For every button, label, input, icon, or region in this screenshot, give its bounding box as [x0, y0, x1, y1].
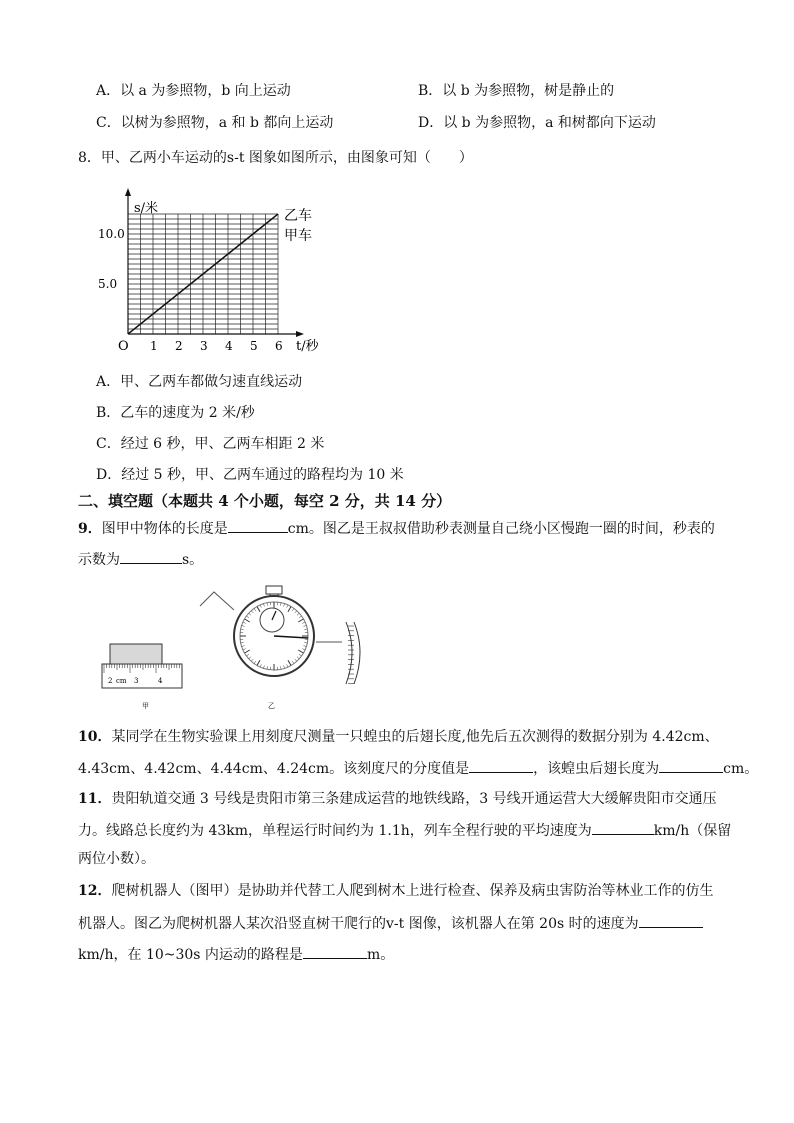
- origin-label: O: [118, 339, 129, 354]
- q7-option-c: C．以树为参照物，a 和 b 都向上运动: [96, 115, 334, 131]
- measured-block: [110, 644, 162, 664]
- q11-line-2: [78, 820, 731, 841]
- q9-line-2: [78, 549, 203, 570]
- q10-blank-1[interactable]: [469, 758, 533, 773]
- ruler-unit: cm: [116, 677, 127, 685]
- q10-line-2: [78, 758, 758, 779]
- q12-line-1: [78, 881, 713, 901]
- q8-stem: 8．甲、乙两小车运动的s-t 图象如图所示，由图象可知（ ）: [78, 150, 473, 166]
- q10-text-a: 某同学在生物实验课上用刻度尺测量一只蝗虫的后翅长度,他先后五次测得的数据分别为 4.42cm、: [111, 729, 719, 745]
- q9-text-b: cm。图乙是王叔叔借助秒表测量自己绕小区慢跑一圈的时间，秒表的: [287, 521, 715, 537]
- y-axis-label: s/米: [134, 201, 159, 216]
- q11-text-b: 力。线路总长度约为 43km，单程运行时间约为 1.1h，列车全程行驶的平均速度为: [78, 823, 592, 839]
- y-tick-label: 5.0: [98, 277, 118, 291]
- q11-text-c: km/h（保留: [653, 823, 732, 839]
- ruler-tick-3: 3: [134, 677, 139, 685]
- x-axis-label: t/秒: [296, 339, 319, 354]
- stopwatch-crown: [266, 586, 282, 594]
- q12-blank-1[interactable]: [639, 913, 703, 928]
- q10-blank-2[interactable]: [659, 758, 723, 773]
- ruler-tick-2: 2: [108, 677, 113, 685]
- q12-text-b: 机器人。图乙为爬树机器人某次沿竖直树干爬行的v-t 图像，该机器人在第 20s 时的速度为: [78, 916, 639, 932]
- q12-line-3: [78, 944, 394, 965]
- q8-option-c: C．经过 6 秒，甲、乙两车相距 2 米: [96, 436, 325, 452]
- label-jia: 甲: [142, 702, 149, 710]
- q11-line-3: 两位小数）。: [78, 851, 155, 867]
- stopwatch-zoom-corner: [200, 592, 234, 610]
- q11-number: 11．: [78, 791, 112, 807]
- y-axis-arrow: [125, 188, 131, 196]
- st-graph: [96, 188, 336, 360]
- x-tick-label: 4: [225, 339, 233, 353]
- q7-option-a: A．以 a 为参照物，b 向上运动: [96, 83, 291, 99]
- q11-blank-1[interactable]: [592, 820, 654, 835]
- q12-blank-2[interactable]: [303, 944, 367, 959]
- stopwatch-figure: [200, 586, 360, 710]
- x-tick-label: 6: [275, 339, 283, 353]
- q9-text-c: 示数为: [78, 552, 120, 568]
- q9-text-a: 图甲中物体的长度是: [101, 521, 228, 537]
- q9-number: 9．: [78, 521, 102, 537]
- q12-number: 12．: [78, 883, 112, 899]
- label-yi: 乙: [268, 702, 275, 710]
- section-2-title: 二、填空题（本题共 4 个小题，每空 2 分，共 14 分）: [78, 492, 452, 510]
- x-tick-label: 2: [175, 339, 183, 353]
- q8-option-a: A．甲、乙两车都做匀速直线运动: [96, 374, 303, 390]
- q10-line-1: [78, 727, 719, 747]
- q9-line-1: [78, 518, 715, 539]
- q8-option-b: B．乙车的速度为 2 米/秒: [96, 405, 255, 421]
- q7-option-b: B．以 b 为参照物，树是静止的: [418, 83, 615, 99]
- x-tick-label: 1: [150, 339, 158, 353]
- q9-blank-1[interactable]: [228, 518, 288, 533]
- q11-line-1: [78, 789, 717, 809]
- legend-yi: 乙车: [284, 208, 312, 224]
- ruler-tick-4: 4: [158, 677, 163, 685]
- q9-figure: [96, 580, 376, 712]
- zoom-scale-arc: [346, 622, 352, 684]
- ruler-body: [102, 664, 182, 688]
- q10-text-d: cm。: [723, 761, 759, 777]
- q7-option-d: D．以 b 为参照物，a 和树都向下运动: [418, 115, 656, 131]
- x-tick-label: 5: [250, 339, 258, 353]
- x-tick-label: 3: [200, 339, 208, 353]
- q8-option-d: D．经过 5 秒，甲、乙两车通过的路程均为 10 米: [96, 467, 404, 483]
- q10-text-b: 4.43cm、4.42cm、4.44cm、4.24cm。该刻度尺的分度值是: [78, 761, 470, 777]
- x-axis-arrow: [296, 331, 304, 337]
- q10-text-c: ，该蝗虫后翅长度为: [533, 761, 660, 777]
- q9-text-d: s。: [182, 552, 204, 568]
- q12-text-c: km/h，在 10~30s 内运动的路程是: [78, 947, 303, 963]
- y-tick-label: 10.0: [98, 227, 125, 241]
- q12-line-2: [78, 913, 703, 934]
- ruler-figure: [102, 644, 182, 710]
- q12-text-a: 爬树机器人（图甲）是协助并代替工人爬到树木上进行检查、保养及病虫害防治等林业工作的仿生: [111, 883, 714, 899]
- q12-text-d: m。: [366, 947, 395, 963]
- q9-blank-2[interactable]: [120, 549, 182, 564]
- q11-text-a: 贵阳轨道交通 3 号线是贵阳市第三条建成运营的地铁线路，3 号线开通运营大大缓解贵阳市交通压: [111, 791, 717, 807]
- legend-jia: 甲车: [284, 228, 312, 244]
- q10-number: 10．: [78, 729, 112, 745]
